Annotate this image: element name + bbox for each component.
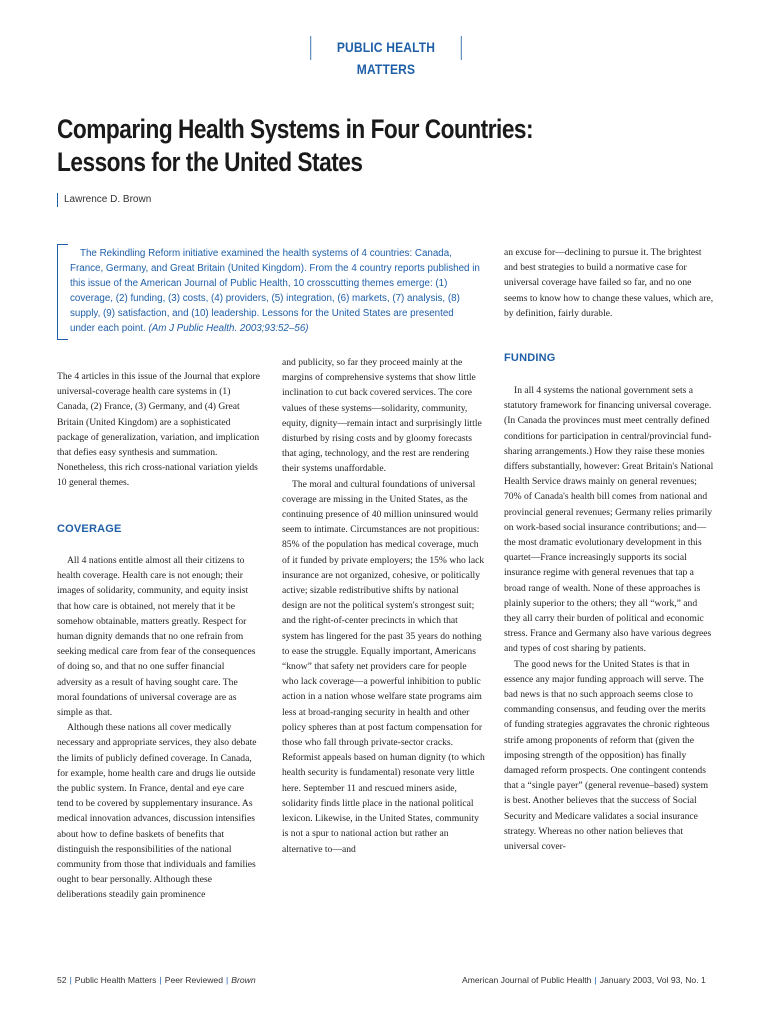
abstract-body: The Rekindling Reform initiative examined the health systems of 4 countries: Canada, France, Germany, and Great Britain (United Kingdom). From the 4 country reports published in this issue of the American Journal of Public Health, 10 crosscutting themes emerge: (1) coverage, (2) funding, (3) costs, (4) providers, (5) integration, (6) markets, (7) analysis, (8) supply, (9) satisfaction, and (10) leadership. Lessons for the United States are presented under each point. bbox=[70, 248, 480, 335]
section-header: PUBLIC HEALTH MATTERS bbox=[310, 36, 461, 60]
coverage-heading: COVERAGE bbox=[57, 523, 122, 535]
intro-paragraph: The 4 articles in this issue of the Journal that explore universal-coverage health care systems in (1) Canada, (2) France, (3) Germany, and (4) Great Britain (United Kingdom) are a sophisticated package of generalization, variation, and implication that defies easy synthesis and summation. Nonetheless, this rich cross-national variation yields 10 general themes. bbox=[57, 371, 261, 489]
funding-paragraph-1: In all 4 systems the national government sets a statutory framework for financing universal coverage. (In Canada the provinces must meet centrally defined conditions for participation in central/provincial fund-sharing arrangements.) How they raise these monies differs substantially, however: Great Britain's National Health Service draws mainly on general revenues; 70% of Canada's health bill comes from national and provincial general revenues; Germany relies primarily on work-based social insurance contributions; and—the most dramatic evolutionary development in this quartet—France increasingly supports its social insurance regime with general revenues that tap a broad range of wealth. None of these approaches is plainly superior to the others; they all “work,” and they all carry their burden of political and economic stress. France and Germany also have various degrees and types of cost sharing by patients. bbox=[504, 385, 714, 655]
col3-paragraph-0: an excuse for—declining to pursue it. The brightest and best strategies to build a normative case for universal coverage have failed so far, and no one seems to know how to change these values, which are, by definition, fairly durable. bbox=[504, 247, 714, 319]
column-3-top bbox=[504, 245, 714, 321]
abstract-text bbox=[70, 246, 480, 337]
author-byline: Lawrence D. Brown bbox=[57, 193, 151, 207]
footer-review: Peer Reviewed bbox=[164, 975, 223, 985]
funding-paragraph-2: The good news for the United States is that in essence any major funding approach will serve. The bad news is that no such approach seems close to commanding consensus, and feuding over the merits of funding strategies aggravates the chronic righteous strife among proponents of reform that (given the imposing strength of the opposition) has finally damaged reform prospects. One contingent contends that a “single payer” (general revenue–based) system is best. Another believes that the success of Social Security and Medicare validates a social insurance strategy. Whereas no other nation believes that universal cover- bbox=[504, 658, 710, 853]
footer-journal: American Journal of Public Health bbox=[462, 975, 592, 985]
coverage-paragraph-1: All 4 nations entitle almost all their citizens to health coverage. Health care is not enough; their images of solidarity, community, and equity insist that how care is obtained, not merely that it be somehow obtainable, matters greatly. Respect for human dignity demands that no one refrain from seeking medical care from fear of the consequences of doing so, and that no one suffer financial adversity as a result of having sought care. The moral foundations of universal coverage are as simple as that. bbox=[57, 555, 256, 719]
col2-paragraph-2: The moral and cultural foundations of universal coverage are missing in the United States, as the continuing presence of 40 million uninsured would seem to intimate. Circumstances are not propitious: 85% of the population has medical coverage, much of it funded by private employers; the 15% who lack insurance are not organized, cohesive, or politically active; sizable redistributive shifts by national design are not the political system's strongest suit; and the right-of-center precincts in which that system has lingered for the past 35 years do nothing to ease the struggle. Equally important, Americans “know” that safety net providers care for people who lack coverage—a powerful inhibition to public action in a nation whose welfare state programs aim less at broad-ranging security in health and other policy spheres than at post factum compensation for those who fall through private-sector cracks. Reformist appeals based on human dignity (to which health security is fundamental) resonate very little here. September 11 and rescued miners aside, solidarity finds little place in the national political lexicon. Likewise, in the United States, community is not a spur to national action but rather an alternative to—and bbox=[282, 478, 485, 855]
footer-issue: January 2003, Vol 93, No. 1 bbox=[599, 975, 706, 985]
column-3-body bbox=[504, 383, 714, 854]
funding-heading: FUNDING bbox=[504, 352, 556, 364]
abstract-box bbox=[57, 244, 478, 340]
footer-left: 52 | Public Health Matters | Peer Reviewed | Brown bbox=[57, 975, 256, 985]
abstract-citation: (Am J Public Health. 2003;93:52–56) bbox=[148, 323, 309, 335]
column-1 bbox=[57, 369, 260, 491]
footer-section: Public Health Matters bbox=[74, 975, 157, 985]
col2-paragraph-1: and publicity, so far they proceed mainly at the margins of comprehensive systems that show little inclination to cut back covered services. The core values of these systems—solidarity, community, equity, dignity—remain intact and surprisingly little disturbed by rising costs and by gloomy forecasts that aging, technology, and the rest are rendering their systems unaffordable. bbox=[282, 357, 482, 475]
footer-right: American Journal of Public Health | January 2003, Vol 93, No. 1 bbox=[462, 975, 706, 985]
article-title: Comparing Health Systems in Four Countries: Lessons for the United States bbox=[57, 114, 534, 177]
footer-author: Brown bbox=[231, 975, 256, 985]
coverage-paragraph-2: Although these nations all cover medically necessary and appropriate services, they also debate the limits of publicly defined coverage. In Canada, for example, home health care and drugs lie outside the public system. In France, dental and eye care tend to be covered by supplementary insurance. As medical innovation advances, discussion intensifies about how to define baskets of benefits that distinguish the responsibilities of the national community from those that individuals and families ought to bear personally. Although these deliberations steadily gain prominence bbox=[57, 722, 257, 901]
column-1-body bbox=[57, 553, 260, 903]
page-number: 52 bbox=[57, 975, 67, 985]
column-2 bbox=[282, 355, 485, 857]
